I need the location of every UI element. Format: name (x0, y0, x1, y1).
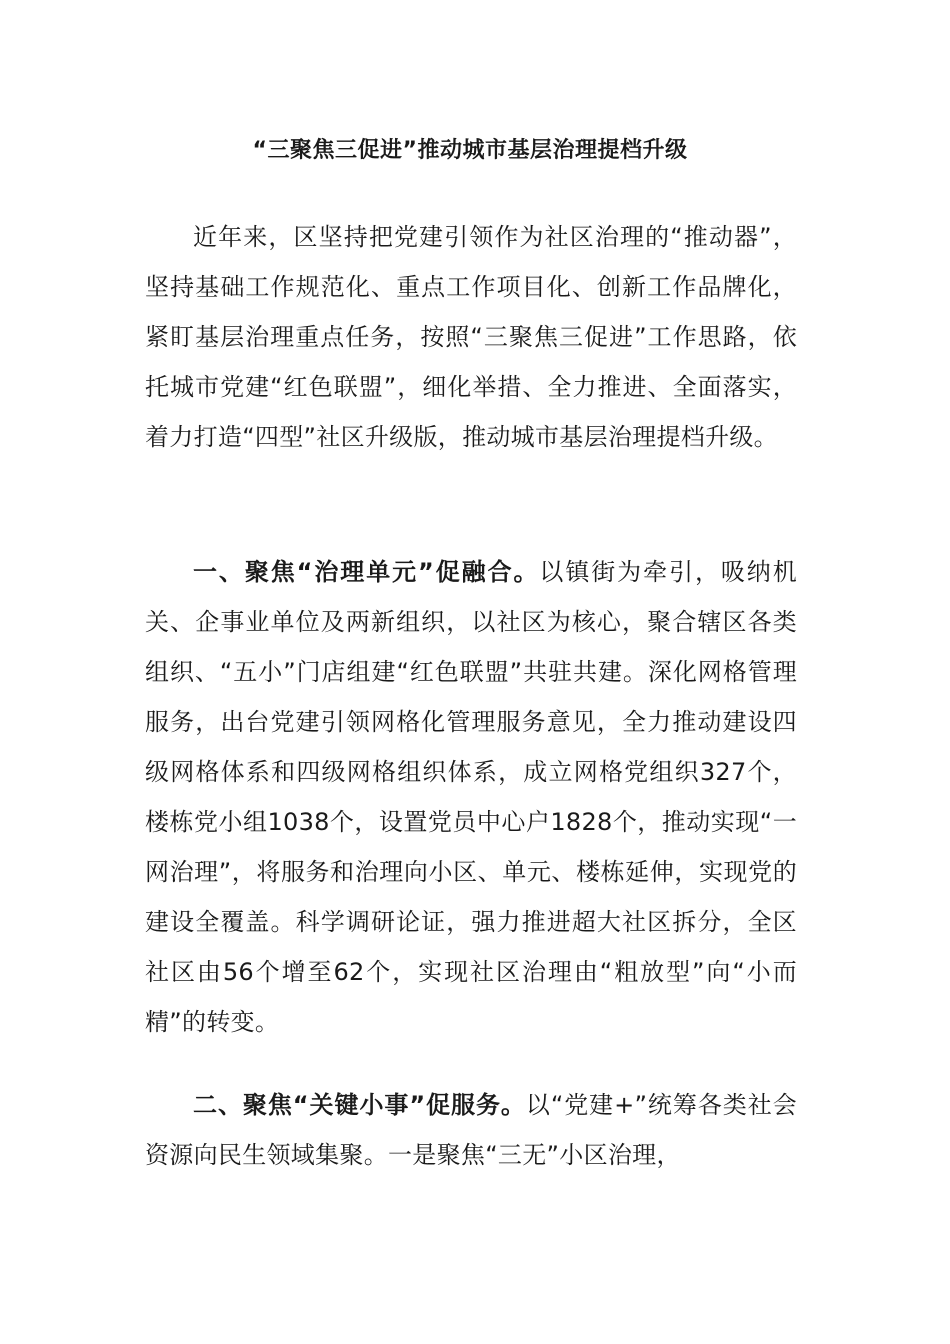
section-heading: 二、聚焦“关键小事”促服务。 (193, 1091, 526, 1119)
paragraph-text: 以镇街为牵引，吸纳机关、企事业单位及两新组织，以社区为核心，聚合辖区各类组织、“五小”门店组建“红色联盟”共驻共建。深化网格管理服务，出台党建引领网格化管理服务意见，全力推动建设四级网格体系和四级网格组织体系，成立网格党组织327个，楼栋党小组1038个，设置党员中心户1828个，推动实现“一网治理”，将服务和治理向小区、单元、楼栋延伸，实现党的建设全覆盖。科学调研论证，强力推进超大社区拆分，全区社区由56个增至62个，实现社区治理由“粗放型”向“小而精”的转变。 (145, 558, 798, 1036)
paragraph-text: 以“党建+”统筹各类社会资源向民生领域集聚。一是聚焦“三无”小区治理， (145, 1091, 797, 1169)
document-title: “三聚焦三促进”推动城市基层治理提档升级 (252, 138, 688, 163)
paragraph-section-1 (145, 547, 797, 1047)
paragraph-section-2 (145, 1080, 797, 1180)
paragraph-intro (145, 212, 797, 462)
section-heading: 一、聚焦“治理单元”促融合。 (193, 558, 540, 586)
paragraph-text: 近年来，区坚持把党建引领作为社区治理的“推动器”，坚持基础工作规范化、重点工作项目化、创新工作品牌化，紧盯基层治理重点任务，按照“三聚焦三促进”工作思路，依托城市党建“红色联盟”，细化举措、全力推进、全面落实，着力打造“四型”社区升级版，推动城市基层治理提档升级。 (145, 223, 797, 451)
